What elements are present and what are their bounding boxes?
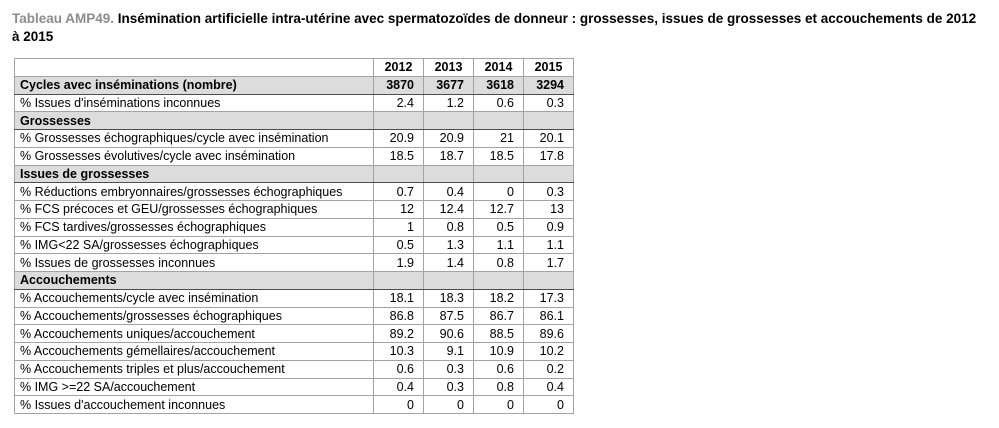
row-label: % Accouchements triples et plus/accouchement xyxy=(15,360,374,378)
row-value xyxy=(424,112,474,130)
stats-table xyxy=(14,58,574,414)
row-value: 12 xyxy=(374,201,424,219)
row-value: 10.2 xyxy=(524,343,574,361)
section-row xyxy=(15,112,574,130)
row-value: 0.4 xyxy=(374,378,424,396)
row-label: Accouchements xyxy=(15,272,374,290)
row-value: 88.5 xyxy=(474,325,524,343)
row-value: 0 xyxy=(374,396,424,414)
row-value: 20.9 xyxy=(424,130,474,148)
row-label: % Accouchements uniques/accouchement xyxy=(15,325,374,343)
row-value: 9.1 xyxy=(424,343,474,361)
row-label: % Grossesses évolutives/cycle avec insémination xyxy=(15,147,374,165)
table-row xyxy=(15,183,574,201)
stats-table-body xyxy=(15,76,574,413)
row-value: 0 xyxy=(524,396,574,414)
row-label: Grossesses xyxy=(15,112,374,130)
row-label: % Grossesses échographiques/cycle avec insémination xyxy=(15,130,374,148)
row-value: 2.4 xyxy=(374,94,424,112)
row-value xyxy=(374,272,424,290)
table-row xyxy=(15,396,574,414)
row-value: 0.3 xyxy=(524,183,574,201)
table-row xyxy=(15,360,574,378)
row-value xyxy=(424,165,474,183)
row-value xyxy=(524,272,574,290)
row-value xyxy=(474,272,524,290)
row-value: 0.3 xyxy=(424,378,474,396)
table-row xyxy=(15,236,574,254)
row-value: 0.3 xyxy=(524,94,574,112)
row-value: 1 xyxy=(374,218,424,236)
row-label: Issues de grossesses xyxy=(15,165,374,183)
row-value: 10.9 xyxy=(474,343,524,361)
row-value: 1.4 xyxy=(424,254,474,272)
row-value xyxy=(374,112,424,130)
table-row xyxy=(15,254,574,272)
year-header: 2012 xyxy=(374,59,424,77)
row-value: 21 xyxy=(474,130,524,148)
year-header: 2013 xyxy=(424,59,474,77)
row-value: 87.5 xyxy=(424,307,474,325)
row-label: % FCS précoces et GEU/grossesses échographiques xyxy=(15,201,374,219)
row-label: % Issues d'accouchement inconnues xyxy=(15,396,374,414)
row-value: 20.1 xyxy=(524,130,574,148)
section-row xyxy=(15,272,574,290)
row-label: % Accouchements gémellaires/accouchement xyxy=(15,343,374,361)
row-label: % Accouchements/cycle avec insémination xyxy=(15,289,374,307)
year-header: 2015 xyxy=(524,59,574,77)
row-value: 0.8 xyxy=(474,254,524,272)
row-label: % Issues de grossesses inconnues xyxy=(15,254,374,272)
row-value xyxy=(474,112,524,130)
row-value: 12.4 xyxy=(424,201,474,219)
row-value: 89.6 xyxy=(524,325,574,343)
table-row xyxy=(15,378,574,396)
row-value: 3294 xyxy=(524,76,574,94)
row-value: 1.1 xyxy=(524,236,574,254)
row-value: 0.3 xyxy=(424,360,474,378)
table-caption xyxy=(12,10,980,45)
row-value: 0.8 xyxy=(424,218,474,236)
row-value: 0.5 xyxy=(374,236,424,254)
table-row xyxy=(15,94,574,112)
row-value: 18.1 xyxy=(374,289,424,307)
row-value xyxy=(474,165,524,183)
row-value: 0.7 xyxy=(374,183,424,201)
row-value: 3870 xyxy=(374,76,424,94)
row-value: 0.5 xyxy=(474,218,524,236)
row-value: 3618 xyxy=(474,76,524,94)
row-value xyxy=(424,272,474,290)
row-label: % IMG >=22 SA/accouchement xyxy=(15,378,374,396)
row-value: 3677 xyxy=(424,76,474,94)
row-value: 12.7 xyxy=(474,201,524,219)
row-value: 0.9 xyxy=(524,218,574,236)
row-value: 1.9 xyxy=(374,254,424,272)
table-row xyxy=(15,307,574,325)
section-row xyxy=(15,165,574,183)
row-value: 90.6 xyxy=(424,325,474,343)
table-row xyxy=(15,289,574,307)
row-value: 86.1 xyxy=(524,307,574,325)
row-value: 0.4 xyxy=(524,378,574,396)
row-value: 86.8 xyxy=(374,307,424,325)
row-value: 18.2 xyxy=(474,289,524,307)
table-row xyxy=(15,218,574,236)
row-value: 1.3 xyxy=(424,236,474,254)
table-row xyxy=(15,147,574,165)
row-value: 0.8 xyxy=(474,378,524,396)
row-value xyxy=(524,165,574,183)
row-value: 1.2 xyxy=(424,94,474,112)
row-value: 17.8 xyxy=(524,147,574,165)
section-row xyxy=(15,76,574,94)
row-value: 0 xyxy=(424,396,474,414)
row-label: Cycles avec inséminations (nombre) xyxy=(15,76,374,94)
row-label: % FCS tardives/grossesses échographiques xyxy=(15,218,374,236)
row-value: 18.7 xyxy=(424,147,474,165)
year-header-row xyxy=(15,59,574,77)
row-value xyxy=(374,165,424,183)
row-value: 86.7 xyxy=(474,307,524,325)
row-value: 0.4 xyxy=(424,183,474,201)
corner-cell xyxy=(15,59,374,77)
row-value: 18.5 xyxy=(474,147,524,165)
row-label: % Issues d'inséminations inconnues xyxy=(15,94,374,112)
table-caption-text: Insémination artificielle intra-utérine avec spermatozoïdes de donneur : grossesses, issues de grossesses et accouchements de 2012 à 2015 xyxy=(12,11,977,44)
row-value: 89.2 xyxy=(374,325,424,343)
table-row xyxy=(15,343,574,361)
row-value: 17.3 xyxy=(524,289,574,307)
row-value xyxy=(524,112,574,130)
row-value: 0 xyxy=(474,183,524,201)
row-value: 20.9 xyxy=(374,130,424,148)
row-label: % Réductions embryonnaires/grossesses échographiques xyxy=(15,183,374,201)
row-value: 0.6 xyxy=(374,360,424,378)
row-value: 1.1 xyxy=(474,236,524,254)
row-value: 0 xyxy=(474,396,524,414)
row-value: 13 xyxy=(524,201,574,219)
year-header: 2014 xyxy=(474,59,524,77)
table-row xyxy=(15,325,574,343)
row-value: 18.3 xyxy=(424,289,474,307)
row-value: 18.5 xyxy=(374,147,424,165)
row-value: 0.6 xyxy=(474,360,524,378)
table-row xyxy=(15,201,574,219)
row-value: 0.6 xyxy=(474,94,524,112)
table-row xyxy=(15,130,574,148)
row-value: 1.7 xyxy=(524,254,574,272)
row-value: 0.2 xyxy=(524,360,574,378)
row-label: % Accouchements/grossesses échographiques xyxy=(15,307,374,325)
row-label: % IMG<22 SA/grossesses échographiques xyxy=(15,236,374,254)
table-caption-number: Tableau AMP49. xyxy=(12,11,115,26)
row-value: 10.3 xyxy=(374,343,424,361)
